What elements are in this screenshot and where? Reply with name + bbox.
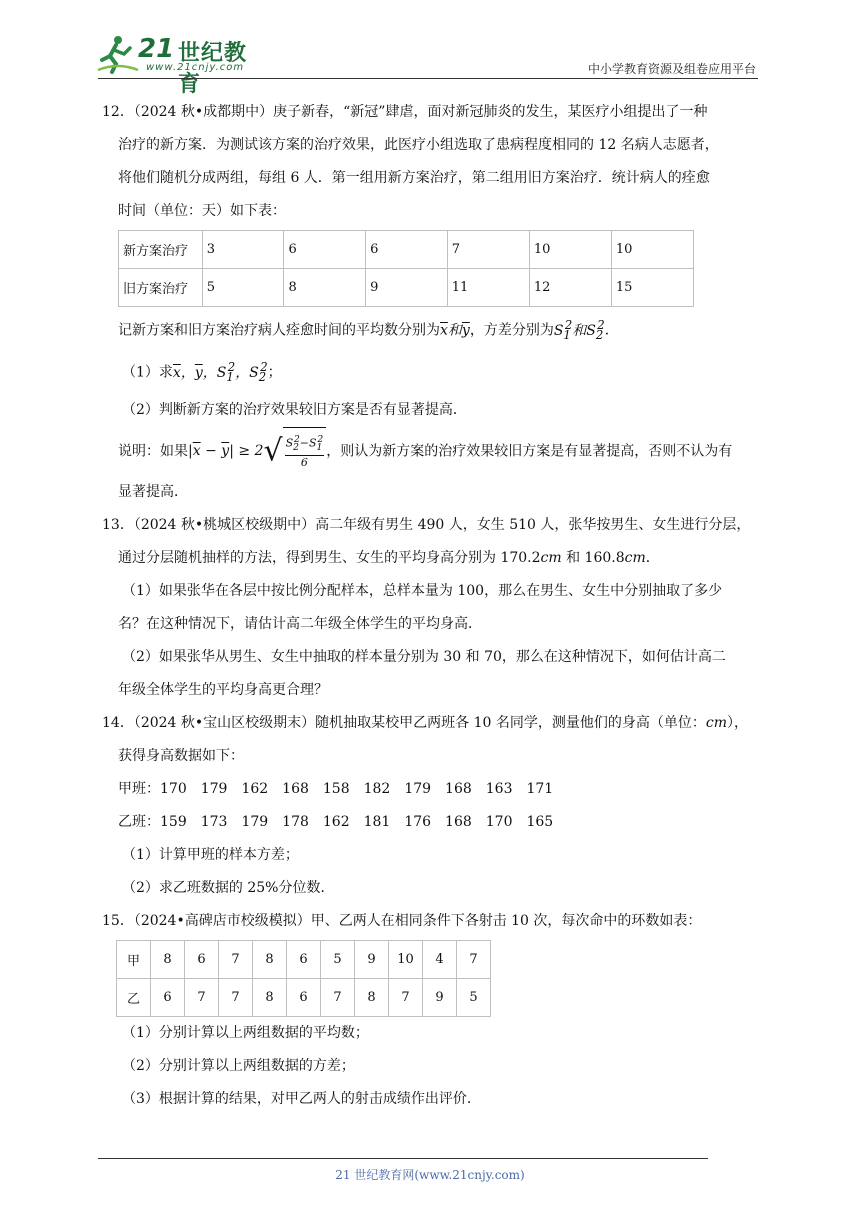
table-row — [119, 231, 694, 269]
text-fragment: ）， — [727, 714, 748, 731]
question-13 — [102, 509, 760, 707]
table-cell: 9 — [355, 940, 389, 978]
q12-part-1 — [118, 351, 760, 393]
q12-line-5 — [118, 309, 760, 351]
q14-class-jia: 甲班：170 179 162 168 158 182 179 168 163 171 — [118, 780, 554, 797]
logo-number: 21 — [138, 34, 175, 64]
q15-heading: 15．（2024•高碑店市校级模拟）甲、乙两人在相同条件下各射击 10 次，每次命中的环数如表： — [102, 912, 702, 929]
table-cell: 甲 — [117, 940, 151, 978]
table-cell: 新方案治疗 — [119, 231, 203, 269]
table-row — [117, 978, 491, 1016]
text-fragment: ． — [604, 322, 619, 339]
table-cell: 12 — [529, 269, 611, 307]
question-15 — [102, 905, 760, 1116]
q12-line-2: 治疗的新方案．为测试该方案的治疗效果，此医疗小组选取了患病程度相同的 12 名病人志愿者， — [118, 137, 719, 153]
text-fragment: ． — [645, 549, 660, 566]
table-cell: 11 — [447, 269, 529, 307]
q15-part-2: （2）分别计算以上两组数据的方差； — [122, 1057, 355, 1074]
table-cell: 7 — [389, 978, 423, 1016]
document-body — [102, 96, 760, 1116]
table-cell: 10 — [529, 231, 611, 269]
q13-line-2 — [118, 542, 760, 575]
text-fragment: ； — [267, 365, 282, 382]
table-cell: 5 — [457, 978, 491, 1016]
q13-heading: 13．（2024 秋•桃城区校级期中）高二年级有男生 490 人，女生 510 人，张华按男生、女生进行分层， — [102, 516, 751, 533]
table-cell: 7 — [219, 940, 253, 978]
header-divider — [98, 78, 758, 79]
q14-heading — [102, 707, 760, 740]
q14-line-2: 获得身高数据如下： — [118, 747, 244, 764]
math-part1-targets: $\overline{x}$，$\overline{y}$，$S_1^2$，$S_2^2$ — [172, 360, 268, 384]
q12-line-3: 将他们随机分成两组，每组 6 人．第一组用新方案治疗，第二组用旧方案治疗．统计病人的痊愈 — [118, 170, 710, 186]
table-cell: 7 — [321, 978, 355, 1016]
q13-part-2-cont: 年级全体学生的平均身高更合理？ — [118, 681, 328, 698]
unit-cm: cm — [624, 549, 646, 566]
q12-heading: 12．（2024 秋•成都期中）庚子新春，“新冠”肆虐，面对新冠肺炎的发生，某医疗小组提出了一种 — [102, 104, 708, 120]
table-cell: 8 — [253, 978, 287, 1016]
table-cell: 15 — [611, 269, 693, 307]
q14-class-yi: 乙班：159 173 179 178 162 181 176 168 170 165 — [118, 813, 554, 830]
text-fragment: ，则认为新方案的治疗效果较旧方案是有显著提高，否则不认为有 — [326, 443, 733, 460]
logo-url: www.21cnjy.com — [146, 62, 245, 73]
footer-divider — [98, 1158, 708, 1159]
math-variances: $S_1^2$和$S_2^2$ — [553, 318, 605, 342]
table-cell: 10 — [389, 940, 423, 978]
text-fragment: 记新方案和旧方案治疗病人痊愈时间的平均数分别为 — [118, 322, 440, 339]
q12-note — [118, 427, 760, 476]
q14-part-1: （1）计算甲班的样本方差； — [122, 846, 299, 863]
table-cell: 旧方案治疗 — [119, 269, 203, 307]
text-fragment: 14．（2024 秋•宝山区校级期末）随机抽取某校甲乙两班各 10 名同学，测量他们的身高（单位： — [102, 714, 706, 731]
table-cell: 8 — [284, 269, 366, 307]
table-cell: 6 — [287, 940, 321, 978]
table-cell: 9 — [366, 269, 448, 307]
table-cell: 6 — [287, 978, 321, 1016]
text-fragment: （1）求 — [122, 365, 173, 382]
q13-part-2: （2）如果张华从男生、女生中抽取的样本量分别为 30 和 70，那么在这种情况下，如何估计高二 — [122, 648, 726, 665]
table-cell: 7 — [447, 231, 529, 269]
q12-table — [118, 230, 694, 307]
table-row — [117, 940, 491, 978]
text-fragment: 和 160.8 — [561, 549, 625, 566]
table-cell: 4 — [423, 940, 457, 978]
q15-table — [116, 940, 491, 1017]
q14-part-2: （2）求乙班数据的 25%分位数． — [122, 879, 335, 896]
q15-part-1: （1）分别计算以上两组数据的平均数； — [122, 1024, 369, 1041]
table-cell: 乙 — [117, 978, 151, 1016]
table-cell: 3 — [202, 231, 284, 269]
text-fragment: ，方差分别为 — [469, 322, 554, 339]
math-criterion: $|\overline{x} - \overline{y}| \ge 2√$ $\frac{S_2^2-S_1^2}{6}$ — [188, 443, 326, 459]
table-cell: 8 — [253, 940, 287, 978]
table-cell: 5 — [321, 940, 355, 978]
q13-part-1-cont: 名？在这种情况下，请估计高二年级全体学生的平均身高． — [118, 615, 482, 632]
table-cell: 6 — [284, 231, 366, 269]
table-cell: 10 — [611, 231, 693, 269]
table-cell: 8 — [151, 940, 185, 978]
table-cell: 6 — [151, 978, 185, 1016]
table-cell: 6 — [366, 231, 448, 269]
text-fragment: 通过分层随机抽样的方法，得到男生、女生的平均身高分别为 170.2 — [118, 549, 541, 566]
math-xbar-ybar: $\overline{x}$和$\overline{y}$ — [440, 322, 470, 339]
table-row — [119, 269, 694, 307]
q15-part-3: （3）根据计算的结果，对甲乙两人的射击成绩作出评价． — [122, 1090, 481, 1107]
page-header — [0, 0, 860, 97]
table-cell: 7 — [457, 940, 491, 978]
runner-logo-icon — [96, 34, 140, 74]
unit-cm: cm — [540, 549, 562, 566]
logo-text: 世纪教育 — [178, 41, 248, 97]
site-logo[interactable] — [96, 34, 266, 97]
footer-link[interactable]: 21 世纪教育网(www.21cnjy.com) — [335, 1168, 525, 1182]
question-12 — [102, 96, 760, 509]
platform-title: 中小学教育资源及组卷应用平台 — [587, 62, 756, 76]
table-cell: 9 — [423, 978, 457, 1016]
q12-note-end: 显著提高． — [118, 483, 188, 500]
q12-line-4: 时间（单位：天）如下表： — [118, 203, 286, 219]
text-fragment: 说明：如果 — [118, 443, 188, 460]
q13-part-1: （1）如果张华在各层中按比例分配样本，总样本量为 100，那么在男生、女生中分别抽取了多少 — [122, 582, 723, 599]
unit-cm: cm — [705, 714, 727, 731]
table-cell: 7 — [185, 978, 219, 1016]
table-cell: 7 — [219, 978, 253, 1016]
table-cell: 8 — [355, 978, 389, 1016]
table-cell: 5 — [202, 269, 284, 307]
q12-part-2: （2）判断新方案的治疗效果较旧方案是否有显著提高． — [122, 401, 467, 418]
question-14 — [102, 707, 760, 905]
table-cell: 6 — [185, 940, 219, 978]
